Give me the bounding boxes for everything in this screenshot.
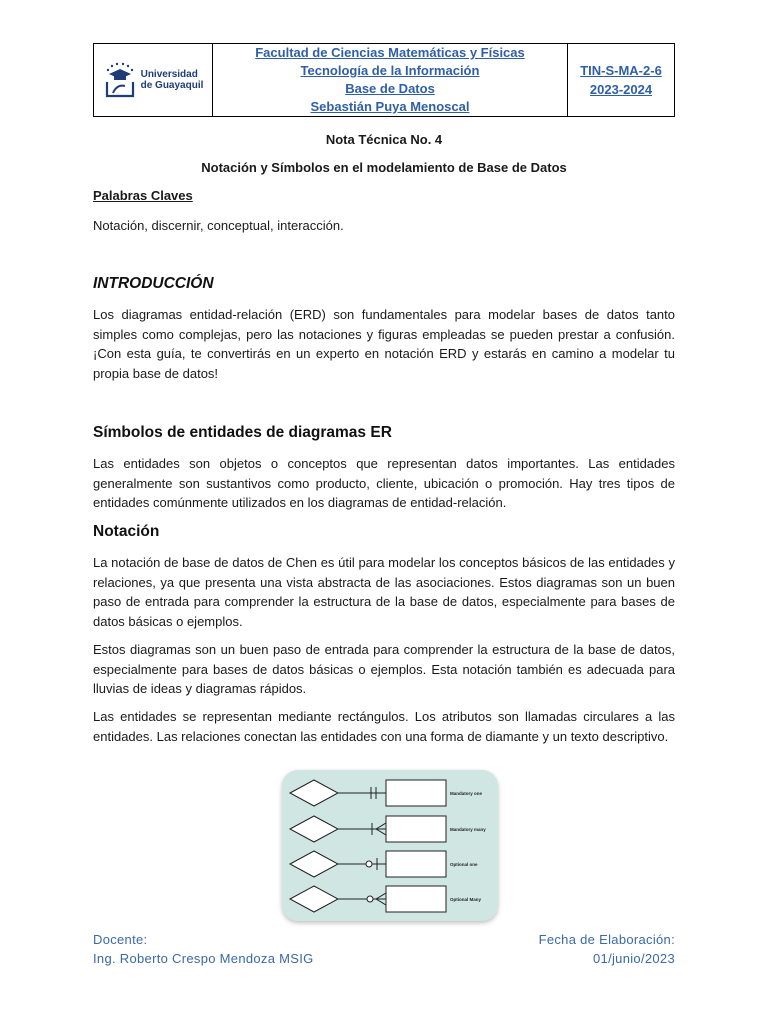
academic-period: 2023-2024 bbox=[589, 82, 653, 97]
career-name: Tecnología de la Información bbox=[300, 63, 480, 78]
faculty-name: Facultad de Ciencias Matemáticas y Físicas bbox=[255, 45, 525, 60]
relationship-diamond bbox=[290, 886, 338, 912]
university-logo bbox=[103, 60, 204, 100]
entities-heading: Símbolos de entidades de diagramas ER bbox=[93, 424, 392, 441]
entities-paragraph: Las entidades son objetos o conceptos que representan datos importantes. Las entidades generalmente son sustantivos como producto, cliente, ubicación o promoción. Hay tres tipos de entidades comúnmente utilizados en los diagramas de entidad-relación. bbox=[93, 456, 675, 511]
teacher-name: Ing. Roberto Crespo Mendoza MSIG bbox=[93, 951, 314, 966]
figure-label: Mandatory one bbox=[450, 791, 483, 796]
keywords-label: Palabras Claves bbox=[93, 188, 193, 203]
footer-date bbox=[539, 930, 675, 968]
logo-cell bbox=[94, 44, 213, 116]
date-value: 01/junio/2023 bbox=[593, 951, 675, 966]
intro-heading: INTRODUCCIÓN bbox=[93, 275, 214, 292]
footer-teacher bbox=[93, 930, 314, 968]
header-title-cell bbox=[213, 44, 568, 116]
notation-heading: Notación bbox=[93, 523, 160, 540]
teacher-label: Docente: bbox=[93, 932, 148, 947]
course-code: TIN-S-MA-2-6 bbox=[580, 63, 662, 78]
er-notation-figure bbox=[282, 770, 498, 921]
er-notation-diagram bbox=[282, 770, 498, 921]
header-code-cell bbox=[568, 44, 674, 116]
figure-label: Optional one bbox=[450, 862, 478, 867]
document-subtitle: Notación y Símbolos en el modelamiento de Base de Datos bbox=[201, 160, 567, 175]
keywords-text: Notación, discernir, conceptual, interacción. bbox=[93, 218, 344, 233]
relationship-diamond bbox=[290, 851, 338, 877]
logo-line-2: de Guayaquil bbox=[140, 80, 204, 91]
notation-paragraph-2: Estos diagramas son un buen paso de entrada para comprender la estructura de la base de datos, especialmente para bases de datos básicas o ejemplos. Esta notación también es adecuada para lluvias de ideas y diagramas rápidos. bbox=[93, 642, 675, 697]
notation-paragraph-3: Las entidades se representan mediante rectángulos. Los atributos son llamadas circulares a las entidades. Las relaciones conectan las entidades con una forma de diamante y un texto descriptivo. bbox=[93, 709, 675, 744]
relationship-diamond bbox=[290, 780, 338, 806]
note-title: Nota Técnica No. 4 bbox=[325, 132, 443, 147]
notation-paragraph-1: La notación de base de datos de Chen es útil para modelar los conceptos básicos de las entidades y relaciones, ya que presenta una vista abstracta de las asociaciones. Estos diagramas son un buen paso de entrada para comprender la estructura de la base de datos, especialmente para bases de datos básicas o ejemplos. bbox=[93, 555, 675, 629]
figure-label: Mandatory many bbox=[450, 827, 486, 832]
subject-name: Base de Datos bbox=[345, 81, 435, 96]
document-header bbox=[93, 43, 675, 117]
entity-rectangle bbox=[386, 886, 446, 912]
intro-paragraph: Los diagramas entidad-relación (ERD) son fundamentales para modelar bases de datos tanto simples como complejas, pero las notaciones y figuras empleadas se pueden prestar a confusión. ¡Con esta guía, te convertirás en un experto en notación ERD y estarás en camino a modelar tu propia base de datos! bbox=[93, 307, 675, 381]
entity-rectangle bbox=[386, 780, 446, 806]
entity-rectangle bbox=[386, 851, 446, 877]
entity-rectangle bbox=[386, 816, 446, 842]
date-label: Fecha de Elaboración: bbox=[538, 932, 675, 947]
logo-line-1: Universidad bbox=[140, 69, 198, 80]
figure-label: Optional Many bbox=[450, 897, 482, 902]
university-crest-icon bbox=[103, 60, 137, 100]
relationship-diamond bbox=[290, 816, 338, 842]
author-name: Sebastián Puya Menoscal bbox=[310, 99, 470, 114]
